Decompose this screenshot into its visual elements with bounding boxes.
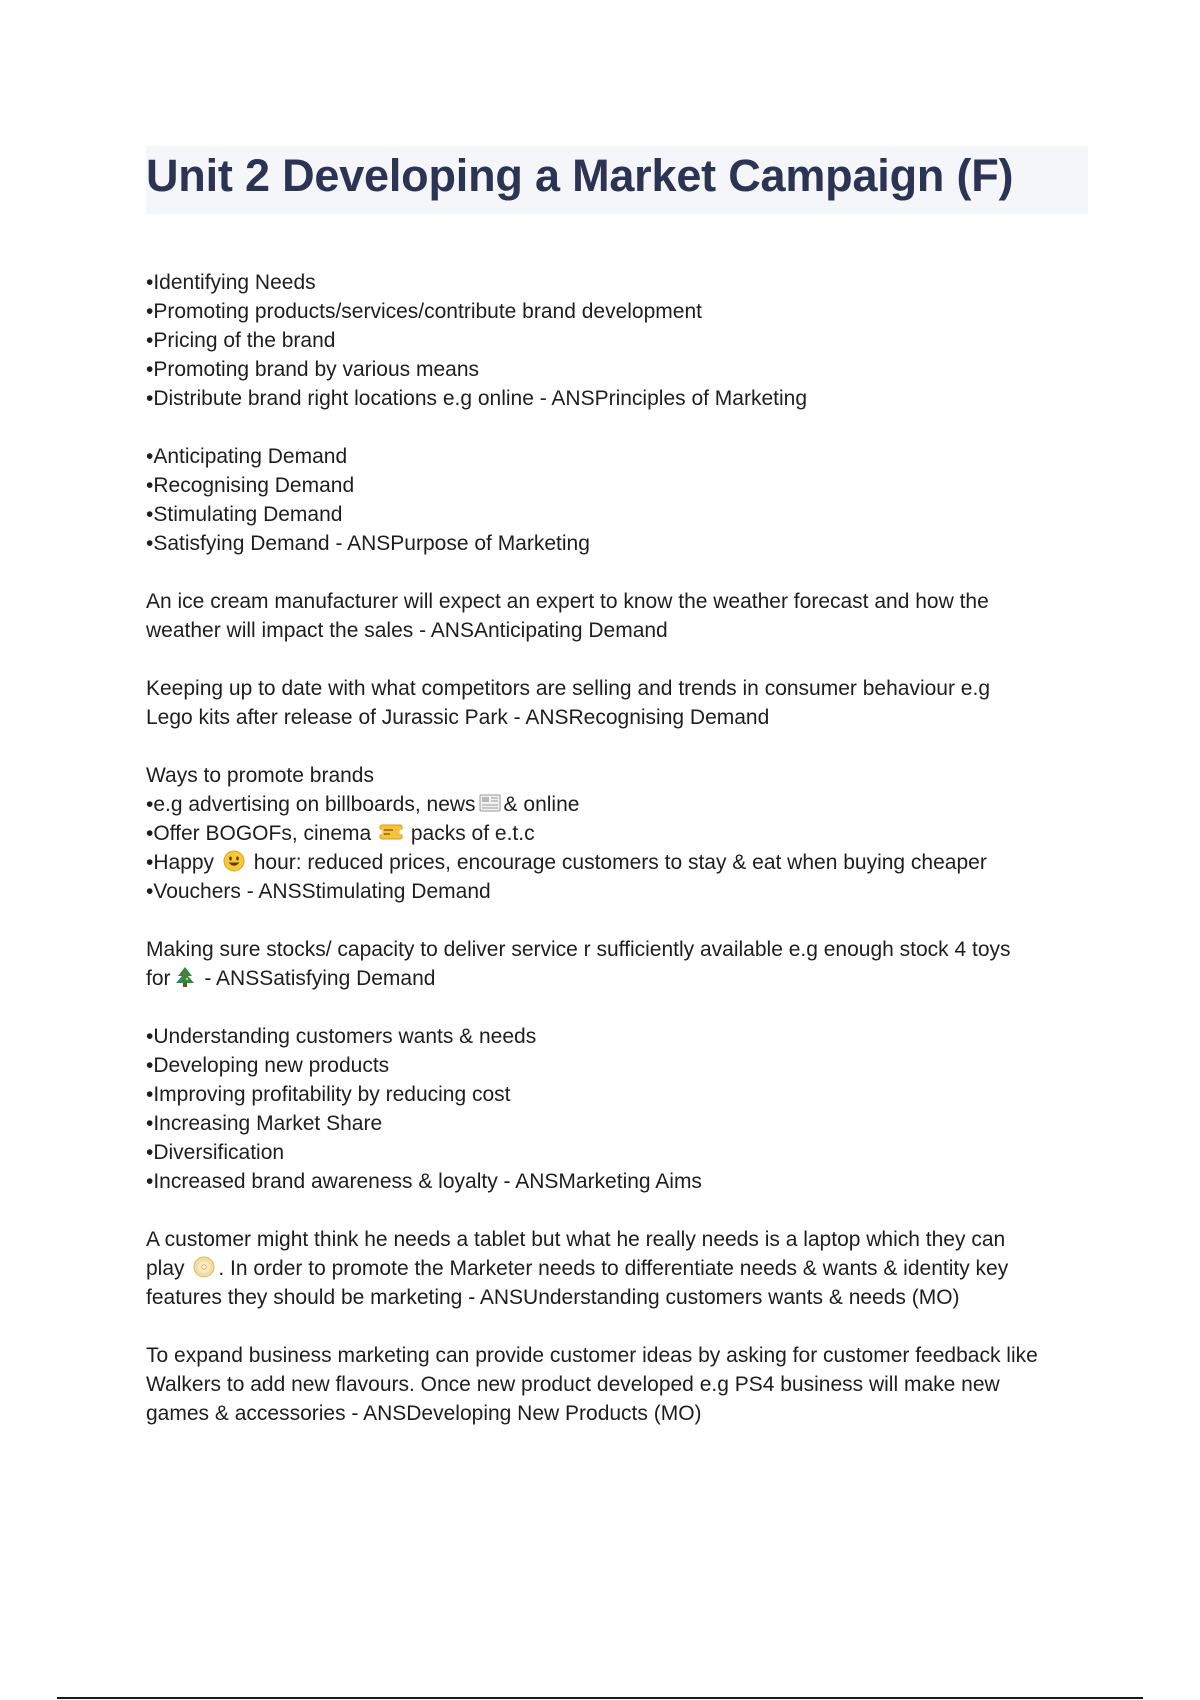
list-item: •Promoting brand by various means bbox=[146, 358, 480, 381]
paragraph-line: Making sure stocks/ capacity to deliver service r sufficiently available e.g enough stock 4 toys bbox=[146, 938, 1011, 961]
paragraph-text: for bbox=[146, 967, 171, 990]
list-item: •Developing new products bbox=[146, 1054, 390, 1077]
paragraph-line: A customer might think he needs a tablet but what he really needs is a laptop which they can bbox=[146, 1228, 1006, 1251]
understanding-customers-paragraph bbox=[146, 1225, 1096, 1312]
list-item-text: & online bbox=[503, 793, 580, 816]
list-item-text: packs of e.t.c bbox=[405, 822, 535, 845]
list-item: •Anticipating Demand bbox=[146, 445, 348, 468]
list-item: •Vouchers - ANSStimulating Demand bbox=[146, 880, 491, 903]
newspaper-icon bbox=[478, 792, 502, 814]
list-item-text: hour: reduced prices, encourage customers to stay & eat when buying cheaper bbox=[247, 851, 987, 874]
paragraph-line: features they should be marketing - ANSUnderstanding customers wants & needs (MO) bbox=[146, 1286, 960, 1309]
list-item: •Improving profitability by reducing cost bbox=[146, 1083, 511, 1106]
christmas-tree-icon bbox=[173, 966, 197, 988]
developing-new-products-paragraph bbox=[146, 1341, 1096, 1428]
disc-icon bbox=[192, 1256, 216, 1278]
list-item: •Increasing Market Share bbox=[146, 1112, 383, 1135]
page-title: Unit 2 Developing a Market Campaign (F) bbox=[146, 150, 1014, 201]
paragraph-text: play bbox=[146, 1257, 191, 1280]
footer-divider bbox=[57, 1697, 1143, 1699]
list-item: •Recognising Demand bbox=[146, 474, 355, 497]
paragraph-line bbox=[146, 964, 1096, 993]
ticket-icon bbox=[379, 821, 403, 843]
list-item: •Pricing of the brand bbox=[146, 329, 336, 352]
list-item: •Understanding customers wants & needs bbox=[146, 1025, 537, 1048]
satisfying-demand-paragraph bbox=[146, 935, 1096, 993]
stimulating-demand-block bbox=[146, 761, 1096, 906]
paragraph-line: An ice cream manufacturer will expect an expert to know the weather forecast and how the bbox=[146, 590, 989, 613]
paragraph-line: games & accessories - ANSDeveloping New Products (MO) bbox=[146, 1402, 702, 1425]
list-item: •Diversification bbox=[146, 1141, 285, 1164]
smiley-icon bbox=[222, 850, 246, 872]
recognising-demand-paragraph bbox=[146, 674, 1096, 732]
principles-of-marketing-block bbox=[146, 268, 1096, 413]
paragraph-line: To expand business marketing can provide customer ideas by asking for customer feedback like bbox=[146, 1344, 1038, 1367]
list-item: •Satisfying Demand - ANSPurpose of Marketing bbox=[146, 532, 590, 555]
list-item: •Stimulating Demand bbox=[146, 503, 343, 526]
paragraph-text: - ANSSatisfying Demand bbox=[198, 967, 436, 990]
list-item: •Promoting products/services/contribute brand development bbox=[146, 300, 702, 323]
marketing-aims-block bbox=[146, 1022, 1096, 1196]
list-item-text: •Offer BOGOFs, cinema bbox=[146, 822, 378, 845]
document-body bbox=[146, 268, 1096, 1457]
list-item bbox=[146, 790, 1096, 819]
anticipating-demand-paragraph bbox=[146, 587, 1096, 645]
paragraph-text: . In order to promote the Marketer needs to differentiate needs & wants & identity key bbox=[218, 1257, 1009, 1280]
list-item-text: •Happy bbox=[146, 851, 220, 874]
list-item-text: •e.g advertising on billboards, news bbox=[146, 793, 476, 816]
paragraph-line bbox=[146, 1254, 1096, 1283]
list-item bbox=[146, 819, 1096, 848]
list-item: •Increased brand awareness & loyalty - ANSMarketing Aims bbox=[146, 1170, 702, 1193]
list-item bbox=[146, 848, 1096, 877]
purpose-of-marketing-block bbox=[146, 442, 1096, 558]
list-item: •Distribute brand right locations e.g online - ANSPrinciples of Marketing bbox=[146, 387, 808, 410]
paragraph-line: Walkers to add new flavours. Once new product developed e.g PS4 business will make new bbox=[146, 1373, 1000, 1396]
paragraph-line: Lego kits after release of Jurassic Park - ANSRecognising Demand bbox=[146, 706, 770, 729]
paragraph-line: Keeping up to date with what competitors are selling and trends in consumer behaviour e.g bbox=[146, 677, 990, 700]
list-item: •Identifying Needs bbox=[146, 271, 316, 294]
paragraph-line: Ways to promote brands bbox=[146, 764, 374, 787]
paragraph-line: weather will impact the sales - ANSAnticipating Demand bbox=[146, 619, 668, 642]
